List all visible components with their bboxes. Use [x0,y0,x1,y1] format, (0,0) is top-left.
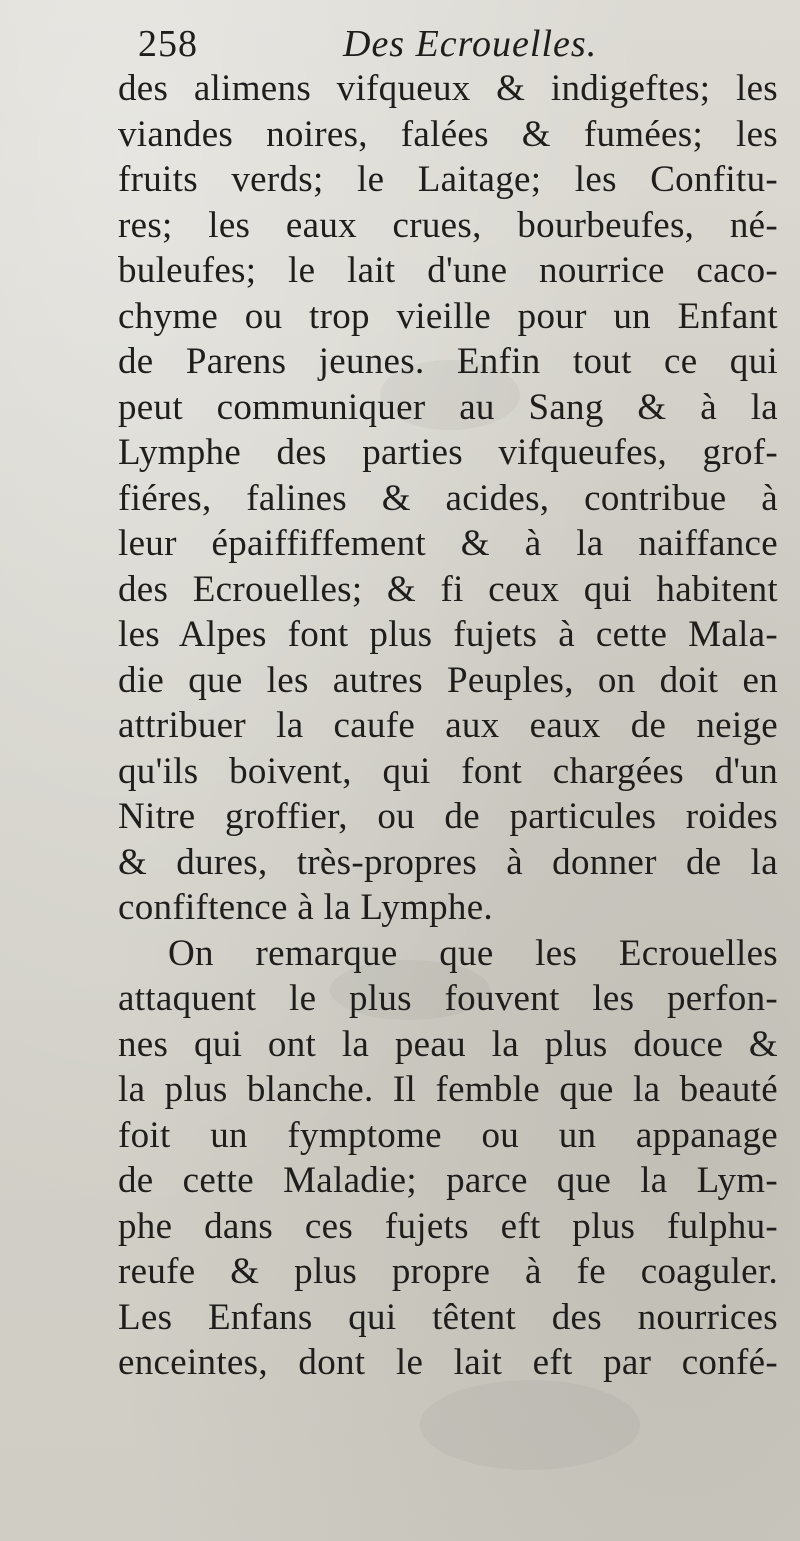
text-line: viandes noires, falées & fumées; les [118,113,778,155]
text-line: des alimens vifqueux & indigeftes; les [118,68,778,109]
text-line: buleufes; le lait d'une nourrice caco- [118,250,778,291]
text-line: foit un fymptome ou un appanage [118,1114,778,1156]
body-text [118,66,778,1386]
text-line: leur épaiffiffement & à la naiffance [118,523,778,564]
text-line: qu'ils boivent, qui font chargées d'un [118,750,778,792]
text-line: reufe & plus propre à fe coaguler. [118,1251,778,1292]
text-line: fruits verds; le Laitage; les Confitu- [118,159,778,200]
text-line: die que les autres Peuples, on doit en [118,659,778,701]
text-line: attaquent le plus fouvent les perfon- [118,978,778,1019]
text-line: On remarque que les Ecrouelles [168,932,778,974]
text-line: res; les eaux crues, bourbeufes, né- [118,204,778,246]
text-line: de Parens jeunes. Enfin tout ce qui [118,341,778,382]
text-line: chyme ou trop vieille pour un Enfant [118,295,778,337]
text-line: phe dans ces fujets eft plus fulphu- [118,1205,778,1247]
text-line: des Ecrouelles; & fi ceux qui habitent [118,568,778,610]
text-line: peut communiquer au Sang & à la [118,386,778,428]
text-line: fiéres, falines & acides, contribue à [118,477,778,519]
text-line: nes qui ont la peau la plus douce & [118,1023,778,1065]
page-header [138,22,698,66]
text-line: confiftence à la Lymphe. [118,887,493,928]
paper-stain [420,1380,640,1470]
text-line: la plus blanche. Il femble que la beauté [118,1069,778,1110]
text-line: & dures, très-propres à donner de la [118,841,778,883]
page-number: 258 [138,23,198,65]
text-line: attribuer la caufe aux eaux de neige [118,705,778,746]
text-line: les Alpes font plus fujets à cette Mala- [118,614,778,655]
text-line: Nitre groffier, ou de particules roides [118,796,778,837]
running-title: Des Ecrouelles. [343,23,598,65]
text-line: enceintes, dont le lait eft par confé- [118,1342,778,1383]
text-line: Les Enfans qui têtent des nourrices [118,1296,778,1338]
text-line: Lymphe des parties vifqueufes, grof- [118,432,778,473]
text-line: de cette Maladie; parce que la Lym- [118,1160,778,1201]
